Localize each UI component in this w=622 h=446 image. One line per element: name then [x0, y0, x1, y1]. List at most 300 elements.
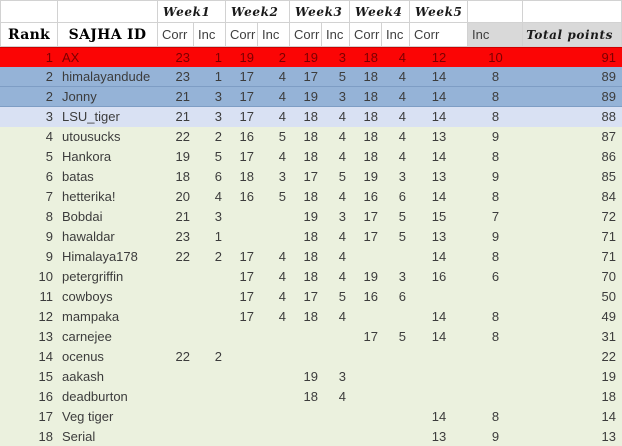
cell-week1-inc[interactable]	[194, 407, 226, 427]
cell-week3-inc[interactable]: 4	[338, 229, 346, 244]
cell-week5-inc[interactable]: 8	[491, 149, 500, 164]
cell-total-points[interactable]: 84	[601, 189, 616, 204]
cell-week5-corr[interactable]: 14	[431, 149, 447, 164]
cell-sajha-id[interactable]: Hankora	[62, 149, 112, 164]
cell-week4-corr[interactable]: 16	[363, 289, 378, 304]
cell-week5-corr[interactable]: 15	[431, 209, 447, 224]
cell-week3-inc[interactable]: 5	[338, 289, 346, 304]
cell-week2-corr[interactable]: 16	[239, 189, 254, 204]
cell-week5-corr[interactable]	[410, 367, 468, 387]
cell-week2-inc[interactable]	[258, 347, 290, 367]
cell-rank[interactable]: 15	[38, 369, 53, 384]
cell-week1-inc[interactable]: 6	[214, 169, 222, 184]
cell-week1-corr[interactable]	[158, 387, 194, 407]
cell-week4-inc[interactable]: 4	[398, 69, 406, 84]
cell-week2-inc[interactable]: 4	[278, 309, 286, 324]
header-week1[interactable]: Week1	[158, 1, 226, 23]
cell-week1-inc[interactable]: 4	[214, 189, 222, 204]
cell-week1-corr[interactable]	[158, 287, 194, 307]
cell-week1-inc[interactable]	[194, 307, 226, 327]
cell-week4-inc[interactable]	[382, 347, 410, 367]
cell-week3-corr[interactable]: 18	[303, 269, 318, 284]
cell-week4-corr[interactable]: 18	[363, 129, 378, 144]
cell-week2-inc[interactable]	[258, 407, 290, 427]
cell-week4-inc[interactable]	[382, 367, 410, 387]
cell-week5-inc[interactable]: 9	[491, 169, 500, 184]
cell-week2-inc[interactable]: 4	[278, 269, 286, 284]
cell-week4-inc[interactable]: 4	[398, 129, 406, 144]
cell-week4-inc[interactable]: 5	[398, 229, 406, 244]
cell-rank[interactable]: 6	[45, 169, 53, 184]
cell-week5-corr[interactable]: 12	[431, 50, 447, 65]
cell-total-points[interactable]: 85	[601, 169, 616, 184]
cell-week1-corr[interactable]: 22	[175, 349, 190, 364]
cell-sajha-id[interactable]: petergriffin	[62, 269, 124, 284]
cell-total-points[interactable]: 72	[601, 209, 616, 224]
cell-week2-corr[interactable]: 17	[239, 269, 254, 284]
cell-week2-inc[interactable]: 4	[278, 149, 286, 164]
cell-total-points[interactable]: 18	[601, 389, 616, 404]
cell-sajha-id[interactable]: utousucks	[62, 129, 121, 144]
cell-week2-inc[interactable]: 2	[278, 50, 286, 65]
cell-week1-corr[interactable]: 18	[175, 169, 190, 184]
cell-week2-corr[interactable]: 17	[239, 109, 254, 124]
cell-week1-inc[interactable]	[194, 427, 226, 446]
cell-week2-inc[interactable]: 4	[278, 69, 286, 84]
table-row	[0, 427, 622, 446]
cell-week4-corr[interactable]: 19	[363, 269, 378, 284]
cell-week3-inc[interactable]: 4	[338, 149, 346, 164]
cell-week2-corr[interactable]	[226, 367, 258, 387]
cell-total-points[interactable]: 22	[601, 349, 616, 364]
cell-week3-corr[interactable]: 19	[303, 50, 318, 65]
table-body	[0, 47, 622, 446]
cell-week1-corr[interactable]: 21	[175, 209, 190, 224]
cell-week4-corr[interactable]: 18	[363, 149, 378, 164]
table-row	[0, 307, 622, 327]
cell-week3-inc[interactable]: 4	[338, 189, 346, 204]
cell-week4-corr[interactable]	[350, 387, 382, 407]
header-week2-corr[interactable]: Corr	[226, 23, 258, 47]
header-blank-total[interactable]	[523, 1, 622, 23]
cell-week4-corr[interactable]: 18	[363, 109, 378, 124]
header-week1-inc[interactable]: Inc	[194, 23, 226, 47]
cell-week3-corr[interactable]: 18	[303, 249, 318, 264]
cell-week4-inc[interactable]	[382, 407, 410, 427]
cell-week4-inc[interactable]	[382, 387, 410, 407]
cell-sajha-id[interactable]: carnejee	[62, 329, 112, 344]
cell-week3-inc[interactable]: 4	[338, 269, 346, 284]
cell-week1-corr[interactable]: 21	[175, 109, 190, 124]
cell-week4-inc[interactable]: 3	[398, 169, 406, 184]
header-week2-inc[interactable]: Inc	[258, 23, 290, 47]
cell-week5-corr[interactable]	[410, 347, 468, 367]
cell-week4-corr[interactable]	[350, 247, 382, 267]
cell-week5-inc[interactable]: 8	[491, 109, 500, 124]
cell-week3-corr[interactable]: 19	[303, 209, 318, 224]
cell-week5-inc[interactable]: 8	[491, 329, 500, 344]
cell-week4-corr[interactable]	[350, 367, 382, 387]
cell-week1-corr[interactable]: 23	[175, 229, 190, 244]
header-sajha-id[interactable]: SAJHA ID	[58, 23, 158, 47]
cell-week5-inc[interactable]: 9	[491, 429, 500, 444]
cell-week2-inc[interactable]	[258, 427, 290, 446]
cell-week3-corr[interactable]: 18	[303, 109, 318, 124]
cell-week2-inc[interactable]: 3	[278, 169, 286, 184]
cell-total-points[interactable]: 14	[601, 409, 616, 424]
cell-rank[interactable]: 10	[38, 269, 53, 284]
cell-week4-inc[interactable]: 5	[398, 329, 406, 344]
cell-week5-inc[interactable]	[468, 287, 523, 307]
cell-rank[interactable]: 3	[45, 109, 53, 124]
header-week5-inc[interactable]: Inc	[468, 23, 523, 47]
cell-week1-inc[interactable]	[194, 367, 226, 387]
cell-week3-inc[interactable]	[322, 407, 350, 427]
cell-rank[interactable]: 8	[45, 209, 53, 224]
cell-week5-corr[interactable]: 13	[431, 229, 447, 244]
header-week3[interactable]: Week3	[290, 1, 350, 23]
cell-week5-inc[interactable]	[468, 347, 523, 367]
cell-sajha-id[interactable]: deadburton	[62, 389, 128, 404]
cell-rank[interactable]: 2	[45, 69, 53, 84]
cell-week3-corr[interactable]: 18	[303, 389, 318, 404]
cell-week3-corr[interactable]: 18	[303, 229, 318, 244]
cell-week1-inc[interactable]: 3	[214, 109, 222, 124]
cell-week2-inc[interactable]	[258, 367, 290, 387]
cell-week5-corr[interactable]: 13	[431, 429, 447, 444]
cell-week5-corr[interactable]: 13	[431, 129, 447, 144]
cell-week4-inc[interactable]: 4	[398, 89, 406, 104]
cell-week2-inc[interactable]: 4	[278, 109, 286, 124]
cell-week4-inc[interactable]	[382, 427, 410, 446]
cell-week1-corr[interactable]: 21	[175, 89, 190, 104]
cell-week1-inc[interactable]: 1	[214, 69, 222, 84]
cell-week5-inc[interactable]: 7	[491, 209, 500, 224]
cell-week2-corr[interactable]: 16	[239, 129, 254, 144]
cell-week4-inc[interactable]: 3	[398, 269, 406, 284]
cell-week1-inc[interactable]: 3	[214, 89, 222, 104]
cell-week5-corr[interactable]: 14	[431, 409, 447, 424]
cell-week4-corr[interactable]: 16	[363, 189, 378, 204]
cell-week2-corr[interactable]	[226, 327, 258, 347]
cell-week3-inc[interactable]: 4	[338, 309, 346, 324]
cell-week3-inc[interactable]: 4	[338, 389, 346, 404]
cell-week5-inc[interactable]: 8	[491, 309, 500, 324]
cell-week4-inc[interactable]: 6	[398, 289, 406, 304]
cell-week3-inc[interactable]	[322, 427, 350, 446]
cell-week3-corr[interactable]: 18	[303, 129, 318, 144]
cell-week2-corr[interactable]: 17	[239, 89, 254, 104]
cell-sajha-id[interactable]: Serial	[62, 429, 96, 444]
cell-week5-corr[interactable]: 16	[431, 269, 447, 284]
cell-week2-inc[interactable]	[258, 207, 290, 227]
cell-week5-corr[interactable]: 14	[431, 249, 447, 264]
cell-total-points[interactable]: 91	[601, 50, 616, 65]
header-total-points[interactable]: Total points	[523, 23, 622, 47]
cell-week5-inc[interactable]: 6	[491, 269, 500, 284]
cell-week1-inc[interactable]	[194, 287, 226, 307]
cell-week3-inc[interactable]: 5	[338, 69, 346, 84]
cell-sajha-id[interactable]: hetterika!	[62, 189, 116, 204]
cell-week3-corr[interactable]: 18	[303, 189, 318, 204]
cell-sajha-id[interactable]: AX	[62, 50, 80, 65]
cell-week5-corr[interactable]: 14	[431, 309, 447, 324]
cell-sajha-id[interactable]: LSU_tiger	[62, 109, 120, 124]
cell-week5-inc[interactable]: 8	[491, 89, 500, 104]
cell-week5-corr[interactable]: 13	[431, 169, 447, 184]
cell-week1-corr[interactable]	[158, 407, 194, 427]
header-blank-id[interactable]	[58, 1, 158, 23]
cell-week3-corr[interactable]: 19	[303, 369, 318, 384]
cell-week1-corr[interactable]	[158, 367, 194, 387]
cell-week1-corr[interactable]: 20	[175, 189, 190, 204]
cell-week5-corr[interactable]: 14	[431, 329, 447, 344]
cell-week4-corr[interactable]: 19	[363, 169, 378, 184]
table-row	[0, 387, 622, 407]
cell-rank[interactable]: 9	[45, 229, 53, 244]
cell-week3-corr[interactable]: 18	[303, 309, 318, 324]
cell-total-points[interactable]: 70	[601, 269, 616, 284]
header-week1-corr[interactable]: Corr	[158, 23, 194, 47]
cell-week2-corr[interactable]	[226, 227, 258, 247]
cell-week3-inc[interactable]: 3	[338, 369, 346, 384]
cell-sajha-id[interactable]: aakash	[62, 369, 104, 384]
cell-sajha-id[interactable]: batas	[62, 169, 94, 184]
cell-week1-inc[interactable]: 2	[214, 349, 222, 364]
cell-total-points[interactable]: 88	[601, 109, 616, 124]
cell-total-points[interactable]: 71	[601, 229, 616, 244]
header-rank[interactable]: Rank	[0, 23, 58, 47]
cell-week1-corr[interactable]: 23	[175, 50, 190, 65]
cell-week4-inc[interactable]: 4	[398, 149, 406, 164]
header-week5-corr[interactable]: Corr	[410, 23, 468, 47]
cell-week1-corr[interactable]: 23	[175, 69, 190, 84]
cell-week5-inc[interactable]: 8	[491, 409, 500, 424]
cell-week5-inc[interactable]: 10	[488, 50, 503, 65]
cell-week1-inc[interactable]: 1	[214, 229, 222, 244]
cell-week4-inc[interactable]: 4	[398, 109, 406, 124]
cell-week2-inc[interactable]: 5	[278, 129, 286, 144]
cell-week1-corr[interactable]: 22	[175, 129, 190, 144]
cell-week3-inc[interactable]: 3	[338, 89, 346, 104]
cell-week5-inc[interactable]: 8	[491, 249, 500, 264]
cell-week2-corr[interactable]	[226, 207, 258, 227]
table-row	[0, 87, 622, 107]
cell-week3-corr[interactable]: 17	[303, 169, 318, 184]
cell-week4-corr[interactable]	[350, 407, 382, 427]
cell-week4-corr[interactable]: 18	[363, 69, 378, 84]
cell-week1-inc[interactable]: 2	[214, 249, 222, 264]
cell-rank[interactable]: 18	[38, 429, 53, 444]
cell-week2-corr[interactable]: 17	[239, 249, 254, 264]
cell-sajha-id[interactable]: cowboys	[62, 289, 113, 304]
cell-week3-inc[interactable]: 3	[338, 209, 346, 224]
cell-week5-corr[interactable]: 14	[431, 69, 447, 84]
cell-total-points[interactable]: 87	[601, 129, 616, 144]
cell-week1-corr[interactable]	[158, 427, 194, 446]
cell-week1-inc[interactable]	[194, 387, 226, 407]
cell-week3-inc[interactable]	[322, 327, 350, 347]
header-week3-corr[interactable]: Corr	[290, 23, 322, 47]
cell-week2-corr[interactable]: 19	[239, 50, 254, 65]
cell-week3-inc[interactable]: 4	[338, 129, 346, 144]
cell-rank[interactable]: 1	[45, 50, 53, 65]
cell-week2-corr[interactable]	[226, 427, 258, 446]
cell-week2-inc[interactable]: 4	[278, 89, 286, 104]
cell-week4-corr[interactable]: 17	[363, 329, 378, 344]
cell-week4-inc[interactable]	[382, 247, 410, 267]
cell-sajha-id[interactable]: Himalaya178	[62, 249, 138, 264]
cell-week1-corr[interactable]	[158, 267, 194, 287]
table-row	[0, 287, 622, 307]
header-week2[interactable]: Week2	[226, 1, 290, 23]
cell-week1-inc[interactable]: 3	[214, 209, 222, 224]
cell-week4-corr[interactable]: 18	[363, 89, 378, 104]
header-week4-corr[interactable]: Corr	[350, 23, 382, 47]
cell-sajha-id[interactable]: ocenus	[62, 349, 104, 364]
header-week5[interactable]: Week5	[410, 1, 468, 23]
cell-week2-inc[interactable]	[258, 387, 290, 407]
cell-week2-corr[interactable]: 17	[239, 69, 254, 84]
cell-week3-corr[interactable]	[290, 347, 322, 367]
cell-week5-inc[interactable]: 9	[491, 129, 500, 144]
cell-week1-inc[interactable]: 1	[214, 50, 222, 65]
table-row	[0, 207, 622, 227]
table-row	[0, 147, 622, 167]
table-row	[0, 247, 622, 267]
cell-week2-corr[interactable]: 17	[239, 149, 254, 164]
cell-week2-inc[interactable]: 5	[278, 189, 286, 204]
cell-week3-corr[interactable]: 18	[303, 149, 318, 164]
cell-rank[interactable]: 11	[39, 289, 53, 304]
cell-week2-corr[interactable]: 18	[239, 169, 254, 184]
cell-week5-inc[interactable]: 8	[491, 189, 500, 204]
cell-total-points[interactable]: 49	[601, 309, 616, 324]
cell-sajha-id[interactable]: hawaldar	[62, 229, 115, 244]
cell-week3-inc[interactable]: 4	[338, 109, 346, 124]
cell-week5-corr[interactable]: 14	[431, 189, 447, 204]
cell-week5-corr[interactable]: 14	[431, 109, 447, 124]
cell-total-points[interactable]: 19	[601, 369, 616, 384]
cell-week4-inc[interactable]: 5	[398, 209, 406, 224]
cell-week4-inc[interactable]: 6	[398, 189, 406, 204]
cell-week4-corr[interactable]	[350, 307, 382, 327]
cell-week5-corr[interactable]	[410, 287, 468, 307]
cell-week2-corr[interactable]	[226, 347, 258, 367]
cell-week3-corr[interactable]: 19	[303, 89, 318, 104]
cell-rank[interactable]: 16	[38, 389, 53, 404]
cell-week5-inc[interactable]: 8	[491, 69, 500, 84]
cell-total-points[interactable]: 71	[601, 249, 616, 264]
cell-week2-inc[interactable]: 4	[278, 249, 286, 264]
cell-week2-corr[interactable]	[226, 407, 258, 427]
cell-total-points[interactable]: 86	[601, 149, 616, 164]
cell-total-points[interactable]: 89	[601, 69, 616, 84]
table-row	[0, 187, 622, 207]
table-row	[0, 367, 622, 387]
cell-week1-inc[interactable]	[194, 327, 226, 347]
cell-total-points[interactable]: 13	[601, 429, 616, 444]
cell-week1-corr[interactable]	[158, 327, 194, 347]
cell-week3-corr[interactable]: 17	[303, 289, 318, 304]
cell-sajha-id[interactable]: Veg tiger	[62, 409, 114, 424]
cell-sajha-id[interactable]: Bobdai	[62, 209, 103, 224]
cell-week4-corr[interactable]	[350, 347, 382, 367]
cell-week1-inc[interactable]: 5	[214, 149, 222, 164]
cell-week4-inc[interactable]	[382, 307, 410, 327]
cell-total-points[interactable]: 50	[601, 289, 616, 304]
cell-week3-corr[interactable]	[290, 427, 322, 446]
cell-rank[interactable]: 4	[45, 129, 53, 144]
cell-week5-inc[interactable]	[468, 387, 523, 407]
cell-rank[interactable]: 12	[38, 309, 53, 324]
cell-week2-corr[interactable]: 17	[239, 289, 254, 304]
table-row	[0, 47, 622, 67]
cell-sajha-id[interactable]: mampaka	[62, 309, 120, 324]
cell-week2-corr[interactable]	[226, 387, 258, 407]
header-week4-inc[interactable]: Inc	[382, 23, 410, 47]
table-row	[0, 67, 622, 87]
cell-week2-inc[interactable]: 4	[278, 289, 286, 304]
cell-week2-inc[interactable]	[258, 227, 290, 247]
cell-week5-inc[interactable]: 9	[491, 229, 500, 244]
cell-week1-inc[interactable]	[194, 267, 226, 287]
cell-week5-inc[interactable]	[468, 367, 523, 387]
cell-week3-inc[interactable]: 3	[338, 50, 346, 65]
cell-week4-corr[interactable]: 18	[363, 50, 378, 65]
cell-week1-inc[interactable]: 2	[214, 129, 222, 144]
cell-week1-corr[interactable]: 22	[175, 249, 190, 264]
cell-week3-corr[interactable]: 17	[303, 69, 318, 84]
cell-week4-inc[interactable]: 4	[398, 50, 406, 65]
cell-sajha-id[interactable]: Jonny	[62, 89, 97, 104]
cell-rank[interactable]: 13	[38, 329, 53, 344]
cell-week4-corr[interactable]: 17	[363, 209, 378, 224]
cell-week2-inc[interactable]	[258, 327, 290, 347]
cell-rank[interactable]: 14	[38, 349, 53, 364]
cell-rank[interactable]: 7	[45, 189, 53, 204]
cell-rank[interactable]: 17	[38, 409, 53, 424]
cell-week3-inc[interactable]: 4	[338, 249, 346, 264]
cell-week3-inc[interactable]	[322, 347, 350, 367]
cell-week5-corr[interactable]	[410, 387, 468, 407]
cell-week4-corr[interactable]: 17	[363, 229, 378, 244]
cell-week3-corr[interactable]	[290, 407, 322, 427]
table-row	[0, 227, 622, 247]
header-week4[interactable]: Week4	[350, 1, 410, 23]
cell-rank[interactable]: 2	[45, 89, 53, 104]
cell-week3-inc[interactable]: 5	[338, 169, 346, 184]
cell-week2-corr[interactable]: 17	[239, 309, 254, 324]
cell-sajha-id[interactable]: himalayandude	[62, 69, 151, 84]
cell-week1-corr[interactable]	[158, 307, 194, 327]
cell-week1-corr[interactable]: 19	[175, 149, 190, 164]
header-blank-week5-inc[interactable]	[468, 1, 523, 23]
header-row-columns	[0, 23, 622, 47]
cell-rank[interactable]: 9	[45, 249, 53, 264]
header-blank-rank[interactable]	[0, 1, 58, 23]
header-week3-inc[interactable]: Inc	[322, 23, 350, 47]
cell-total-points[interactable]: 31	[601, 329, 616, 344]
cell-week3-corr[interactable]	[290, 327, 322, 347]
table-row	[0, 127, 622, 147]
cell-rank[interactable]: 5	[45, 149, 53, 164]
table-row	[0, 327, 622, 347]
cell-week4-corr[interactable]	[350, 427, 382, 446]
cell-total-points[interactable]: 89	[601, 89, 616, 104]
table-row	[0, 407, 622, 427]
cell-week5-corr[interactable]: 14	[431, 89, 447, 104]
